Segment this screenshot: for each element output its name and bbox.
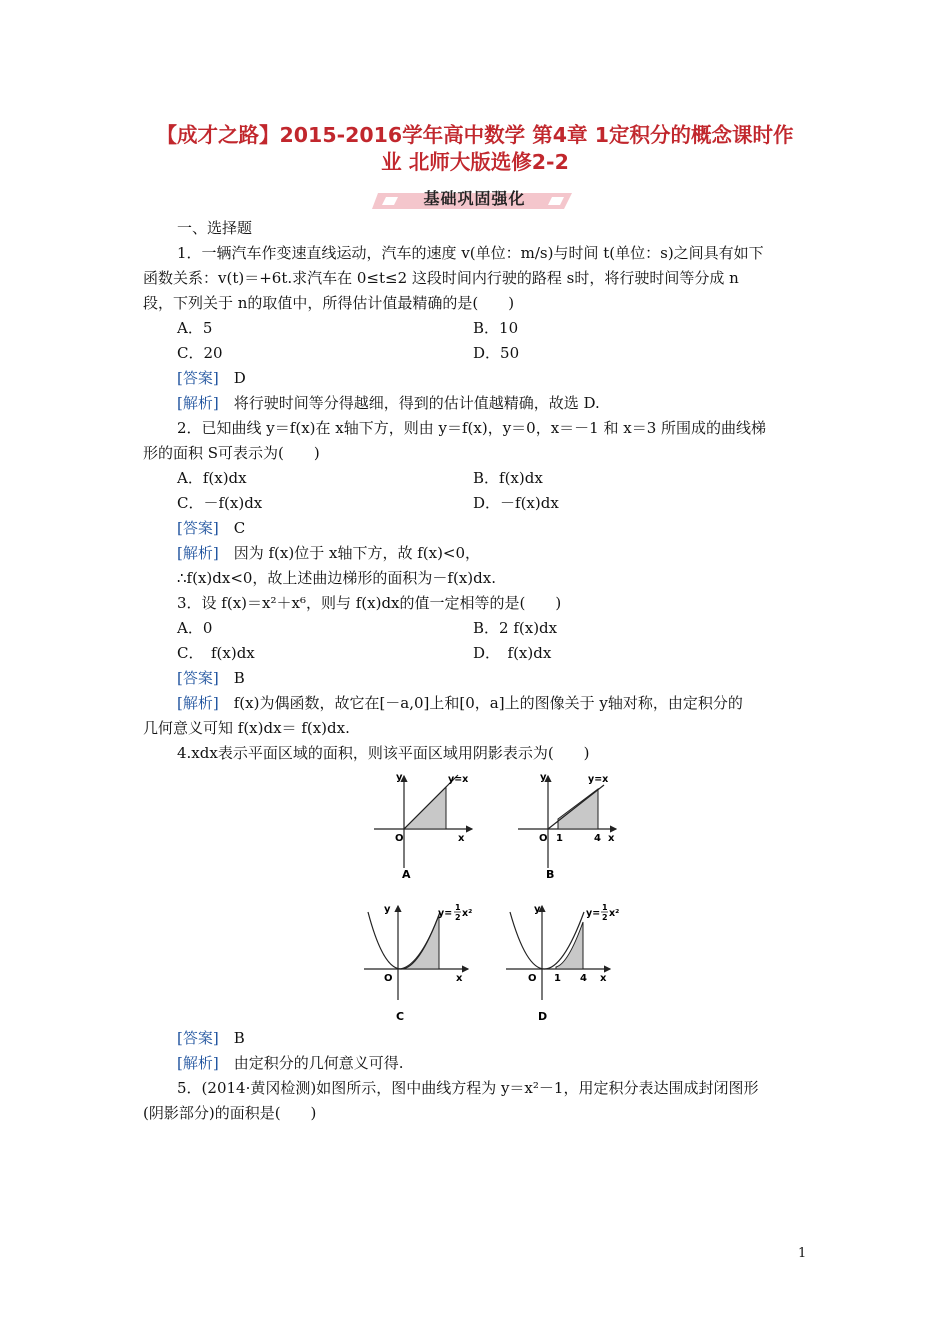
explanation-text: 因为 f(x)位于 x轴下方，故 f(x)<0， xyxy=(233,544,481,562)
explanation-tag: [解析] xyxy=(177,394,219,412)
figure-label: B xyxy=(546,868,555,880)
answer-tag: [答案] xyxy=(177,669,219,687)
answer-tag: [答案] xyxy=(177,519,219,537)
q2-option-c: C．－f(x)dx xyxy=(177,494,263,512)
origin-label: O xyxy=(384,973,393,984)
q1-line-2: 函数关系：v(t)＝+6t.求汽车在 0≤t≤2 这段时间内行驶的路程 s时，将行驶时间等分成 n xyxy=(143,269,739,287)
q2-explanation xyxy=(177,543,480,563)
title-line-2: 业 北师大版选修2-2 xyxy=(381,150,569,174)
explanation-text: 由定积分的几何意义可得. xyxy=(233,1054,404,1072)
fraction-denominator: 2 xyxy=(602,913,608,922)
figure-label: A xyxy=(402,868,411,880)
q3-explanation xyxy=(177,693,743,713)
q1-option-a: A．5 xyxy=(177,319,213,337)
figure-a xyxy=(362,768,482,880)
figure-label: D xyxy=(538,1010,548,1022)
origin-label: O xyxy=(528,973,537,984)
q3-option-a: A．0 xyxy=(177,619,213,637)
page-title xyxy=(120,122,830,176)
q4-line-1: 4.xdx表示平面区域的面积，则该平面区域用阴影表示为( ) xyxy=(177,744,590,762)
curve-label-suffix: x² xyxy=(609,908,620,919)
explanation-tag: [解析] xyxy=(177,544,219,562)
q3-explanation-2: 几何意义可知 f(x)dx＝ f(x)dx. xyxy=(143,719,350,737)
q4-answer xyxy=(177,1028,245,1048)
q1-option-d: D．50 xyxy=(473,344,520,362)
section-heading: 一、选择题 xyxy=(177,219,253,237)
q4-explanation xyxy=(177,1053,404,1073)
q1-line-3: 段，下列关于 n的取值中，所得估计值最精确的是( ) xyxy=(143,294,515,312)
y-label: y xyxy=(540,772,547,783)
tick-4: 4 xyxy=(580,973,587,984)
x-label: x xyxy=(608,833,615,844)
y-label: y xyxy=(384,904,391,915)
tick-4: 4 xyxy=(594,833,601,844)
explanation-text: f(x)为偶函数，故它在[－a,0]上和[0，a]上的图像关于 y轴对称，由定积分的 xyxy=(233,694,743,712)
curve-label-prefix: y= xyxy=(438,908,453,919)
figure-label: C xyxy=(396,1010,405,1022)
q2-answer xyxy=(177,518,245,538)
q5-line-2: (阴影部分)的面积是( ) xyxy=(143,1104,317,1122)
banner-title: 基础巩固强化 xyxy=(423,189,526,208)
q1-option-c: C．20 xyxy=(177,344,223,362)
curve-label-suffix: x² xyxy=(462,908,473,919)
title-line-1: 【成才之路】2015-2016学年高中数学 第4章 1定积分的概念课时作 xyxy=(156,123,794,147)
q5-line-1: 5．(2014·黄冈检测)如图所示，图中曲线方程为 y＝x²－1，用定积分表达围成封闭图形 xyxy=(177,1079,759,1097)
q3-option-c: C． f(x)dx xyxy=(177,644,255,662)
q3-answer xyxy=(177,668,245,688)
q1-line-1: 1．一辆汽车作变速直线运动，汽车的速度 v(单位：m/s)与时间 t(单位：s)之间具有如下 xyxy=(177,244,764,262)
curve-label: y=x xyxy=(588,774,609,785)
q2-option-d: D．－f(x)dx xyxy=(473,494,559,512)
q2-line-1: 2．已知曲线 y＝f(x)在 x轴下方，则由 y＝f(x)，y＝0，x＝－1 和 x＝3 所围成的曲线梯 xyxy=(177,419,767,437)
q3-line-1: 3．设 f(x)＝x²＋x⁶，则与 f(x)dx的值一定相等的是( ) xyxy=(177,594,562,612)
q2-explanation-2: ∴f(x)dx<0，故上述曲边梯形的面积为－f(x)dx. xyxy=(177,569,496,587)
origin-label: O xyxy=(395,833,404,844)
curve-label-prefix: y= xyxy=(586,908,601,919)
answer-value: B xyxy=(233,1029,245,1047)
figure-c xyxy=(356,898,482,1022)
fraction-numerator: 1 xyxy=(602,903,608,912)
q1-option-b: B．10 xyxy=(473,319,519,337)
explanation-tag: [解析] xyxy=(177,1054,219,1072)
q2-option-b: B．f(x)dx xyxy=(473,469,543,487)
explanation-text: 将行驶时间等分得越细，得到的估计值越精确，故选 D. xyxy=(233,394,600,412)
y-label: y xyxy=(534,904,541,915)
x-label: x xyxy=(458,833,465,844)
answer-tag: [答案] xyxy=(177,369,219,387)
q3-option-b: B．2 f(x)dx xyxy=(473,619,558,637)
explanation-tag: [解析] xyxy=(177,694,219,712)
answer-value: D xyxy=(233,369,246,387)
fraction-denominator: 2 xyxy=(455,913,461,922)
figure-d xyxy=(498,898,628,1022)
q3-option-d: D． f(x)dx xyxy=(473,644,552,662)
answer-tag: [答案] xyxy=(177,1029,219,1047)
q2-line-2: 形的面积 S可表示为( ) xyxy=(143,444,320,462)
q1-answer xyxy=(177,368,246,388)
q1-explanation xyxy=(177,393,600,413)
x-label: x xyxy=(456,973,463,984)
figure-b xyxy=(506,768,626,880)
page-number: 1 xyxy=(798,1246,807,1261)
x-label: x xyxy=(600,973,607,984)
tick-1: 1 xyxy=(556,833,563,844)
answer-value: C xyxy=(233,519,246,537)
origin-label: O xyxy=(539,833,548,844)
shaded-region xyxy=(398,915,439,969)
answer-value: B xyxy=(233,669,245,687)
curve-label: y=x xyxy=(448,774,469,785)
y-label: y xyxy=(396,772,403,783)
tick-1: 1 xyxy=(554,973,561,984)
fraction-numerator: 1 xyxy=(455,903,461,912)
q2-option-a: A．f(x)dx xyxy=(177,469,247,487)
